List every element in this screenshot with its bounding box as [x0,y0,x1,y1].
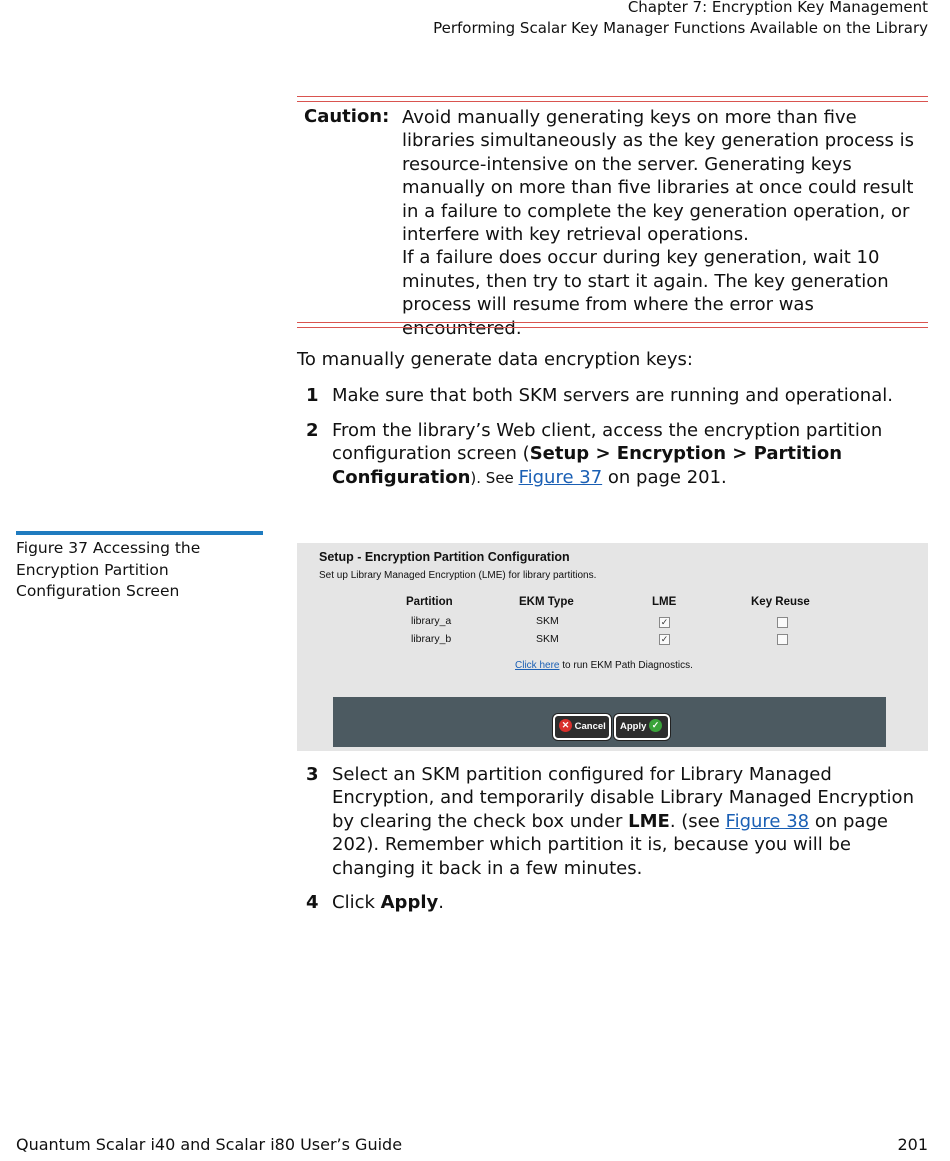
step-text: Make sure that both SKM servers are running and operational. [332,385,893,406]
step-number: 1 [306,385,319,406]
caution-rule-top [297,96,928,97]
x-icon: ✕ [559,719,572,732]
diagnostics-link[interactable]: Click here [515,660,560,671]
step-text-part: ). See [470,468,519,487]
step-text [332,419,928,490]
lme-checkbox[interactable]: ✓ [660,634,669,644]
step-text [332,763,928,880]
figure-screenshot [297,543,928,751]
step-1 [306,384,928,407]
partition-name: library_a [411,615,452,627]
caution-paragraph-1: Avoid manually generating keys on more than five libraries simultaneously as the key generation process is resource-intensive on the server. Generating keys manually on more than five libraries at once could result in a failure to complete the key generation operation, or interfere with key retrieval operations. [402,107,915,246]
partition-name: library_b [411,633,452,645]
step-text-part: on page 201. [602,466,727,488]
apply-button[interactable] [614,714,670,740]
footer-title: Quantum Scalar i40 and Scalar i80 User’s Guide [16,1135,403,1154]
column-header-ekm-type: EKM Type [519,596,574,608]
step-number: 4 [306,892,319,913]
screen-subtitle: Set up Library Managed Encryption (LME) for library partitions. [319,570,597,581]
step-number: 3 [306,764,319,785]
step-4 [306,891,928,914]
caution-paragraph-2: If a failure does occur during key generation, wait 10 minutes, then try to start it again. The key generation process will resume from where the error was encountered. [402,247,889,339]
cancel-button[interactable] [553,714,611,740]
column-header-lme: LME [652,596,677,608]
caution-label: Caution: [304,106,390,127]
step-text-part: Select an SKM partition configured for Library Managed Encryption, and temporarily disable Library Managed Encryption by clearing the check box under [332,764,914,832]
apply-term: Apply [380,892,439,913]
column-header-key-reuse: Key Reuse [751,596,810,608]
caution-rule-top-inner [297,101,928,102]
lme-checkbox[interactable]: ✓ [660,617,669,627]
figure-caption-bar [16,531,263,535]
checkmark-icon: ✓ [649,719,662,732]
step-number: 2 [306,420,319,441]
step-3 [306,763,928,880]
caution-rule-bottom-inner [297,327,928,328]
diagnostics-suffix: to run EKM Path Diagnostics. [559,660,693,671]
figure-37-link[interactable]: Figure 37 [518,466,603,488]
caution-rule-bottom [297,322,928,323]
step-2 [306,419,928,490]
column-header-partition: Partition [406,596,453,608]
step-text [332,891,928,914]
key-reuse-checkbox[interactable] [777,617,788,628]
procedure-intro: To manually generate data encryption keys: [297,349,693,370]
diagnostics-text [515,660,693,671]
ekm-type: SKM [536,633,559,645]
apply-label: Apply [620,721,647,732]
key-reuse-checkbox[interactable] [777,634,788,645]
button-bar [333,697,886,747]
step-text-part: Click [332,892,381,913]
figure-caption: Figure 37 Accessing the Encryption Partition Configuration Screen [16,539,201,601]
step-text-part: From the library’s Web client, access the encryption partition configuration screen ( [332,420,883,465]
step-text-part: . (see [669,810,726,832]
lme-term: LME [628,810,670,832]
caution-text [402,106,928,340]
page-number: 201 [897,1135,928,1154]
ekm-type: SKM [536,615,559,627]
figure-38-link[interactable]: Figure 38 [725,810,810,832]
screen-title: Setup - Encryption Partition Configuration [319,550,570,564]
cancel-label: Cancel [574,721,606,732]
step-text-part: . [438,892,444,913]
menu-path: Setup > Encryption > Partition Configuration [332,443,843,488]
chapter-header: Chapter 7: Encryption Key Management [627,0,928,16]
step-text-part: on page 202). Remember which partition it is, because you will be changing it back in a few minutes. [332,810,888,879]
section-header: Performing Scalar Key Manager Functions Available on the Library [433,19,928,37]
